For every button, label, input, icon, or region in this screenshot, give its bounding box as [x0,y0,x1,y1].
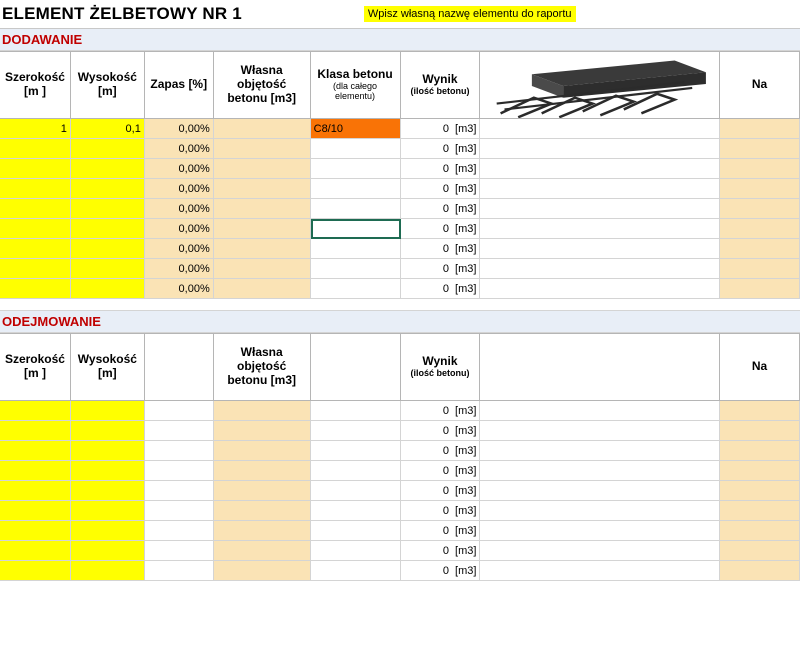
cell-wysokosc[interactable]: 0,1 [71,119,145,139]
cell-wlasna-objetosc[interactable] [214,199,311,219]
cell-zapas[interactable]: 0,00% [145,239,214,259]
header-zapas-line1: Zapas [%] [150,77,208,92]
cell-klasa-betonu[interactable] [311,159,401,179]
cell-szerokosc[interactable] [0,421,71,441]
cell-klasa-betonu[interactable] [311,139,401,159]
cell-wlasna-objetosc[interactable] [214,159,311,179]
cell-szerokosc[interactable] [0,461,71,481]
cell-szerokosc[interactable] [0,259,71,279]
cell-spacer [480,521,720,541]
cell-wlasna-objetosc[interactable] [214,441,311,461]
cell-wlasna-objetosc[interactable] [214,401,311,421]
table-row [0,279,800,299]
cell-szerokosc[interactable] [0,441,71,461]
header-wysokosc [71,51,145,119]
header-wysokosc-sub [71,333,145,401]
cell-klasa-betonu[interactable] [311,199,401,219]
cell-klasa-betonu[interactable] [311,179,401,199]
cell-wynik [401,199,481,219]
cell-na[interactable] [720,139,800,159]
cell-wynik [401,481,481,501]
cell-spacer [480,139,720,159]
cell-empty [145,461,214,481]
cell-spacer [480,401,720,421]
header-wlasna-objetosc-sub [214,333,311,401]
cell-wysokosc[interactable] [71,159,145,179]
wynik-unit: [m3] [455,162,477,175]
cell-empty2 [311,421,401,441]
cell-spacer [480,239,720,259]
cell-empty [145,401,214,421]
cell-wynik [401,279,481,299]
cell-wysokosc[interactable] [71,179,145,199]
wynik-unit: [m3] [455,122,477,135]
cell-na[interactable] [720,279,800,299]
cell-na[interactable] [720,541,800,561]
cell-zapas[interactable]: 0,00% [145,279,214,299]
header-szerokosc-line1: Szerokość [4,70,65,85]
wynik-unit: [m3] [455,222,477,235]
cell-wlasna-objetosc[interactable] [214,561,311,581]
cell-wynik [401,179,481,199]
header-row-add [0,51,800,119]
cell-wlasna-objetosc[interactable] [214,119,311,139]
header-wynik-sub-line2: (ilość betonu) [410,367,470,378]
table-row [0,461,800,481]
cell-spacer [480,481,720,501]
cell-empty2 [311,481,401,501]
cell-na[interactable] [720,501,800,521]
cell-wysokosc[interactable] [71,501,145,521]
wynik-value: 0 [442,182,450,195]
cell-szerokosc[interactable] [0,219,71,239]
table-row [0,179,800,199]
cell-spacer [480,461,720,481]
cell-szerokosc[interactable] [0,279,71,299]
header-na-line1: Na [751,77,768,92]
cell-zapas[interactable]: 0,00% [145,159,214,179]
header-wysokosc-sub-line2: [m] [98,366,117,380]
cell-wlasna-objetosc[interactable] [214,541,311,561]
header-wynik-line2: (ilość betonu) [410,85,470,96]
cell-wysokosc[interactable] [71,481,145,501]
page-title: ELEMENT ŻELBETOWY NR 1 [2,4,242,23]
header-row-sub [0,333,800,401]
cell-wynik [401,501,481,521]
header-klasa-betonu-line1: Klasa betonu [317,67,393,82]
table-row [0,421,800,441]
cell-spacer [480,179,720,199]
cell-empty [145,561,214,581]
cell-klasa-betonu[interactable] [311,239,401,259]
cell-zapas[interactable]: 0,00% [145,119,214,139]
table-row [0,561,800,581]
table-row [0,521,800,541]
cell-zapas[interactable]: 0,00% [145,199,214,219]
cell-empty2 [311,561,401,581]
cell-wynik [401,259,481,279]
cell-wynik [401,541,481,561]
cell-na[interactable] [720,179,800,199]
cell-na[interactable] [720,199,800,219]
wynik-unit: [m3] [455,504,477,517]
cell-spacer [480,279,720,299]
cell-wynik [401,441,481,461]
header-klasa-betonu-line2: (dla całego elementu) [333,81,378,101]
table-row [0,159,800,179]
cell-szerokosc[interactable] [0,481,71,501]
cell-spacer [480,159,720,179]
cell-na[interactable] [720,521,800,541]
cell-wynik [401,239,481,259]
cell-spacer [480,119,720,139]
cell-szerokosc[interactable] [0,401,71,421]
cell-wlasna-objetosc[interactable] [214,179,311,199]
wynik-value: 0 [442,222,450,235]
table-row [0,259,800,279]
wynik-unit: [m3] [455,544,477,557]
cell-wysokosc[interactable] [71,259,145,279]
cell-empty2 [311,541,401,561]
table-row [0,139,800,159]
header-wynik-line1: Wynik [422,72,458,87]
cell-zapas[interactable]: 0,00% [145,179,214,199]
wynik-value: 0 [442,544,450,557]
cell-wynik [401,561,481,581]
cell-zapas[interactable]: 0,00% [145,139,214,159]
cell-wysokosc[interactable] [71,521,145,541]
wynik-unit: [m3] [455,142,477,155]
cell-wynik [401,119,481,139]
wynik-unit: [m3] [455,484,477,497]
cell-wysokosc[interactable] [71,441,145,461]
wynik-unit: [m3] [455,424,477,437]
spacer-row [0,299,800,311]
cell-na[interactable] [720,481,800,501]
cell-wlasna-objetosc[interactable] [214,259,311,279]
cell-na[interactable] [720,421,800,441]
cell-szerokosc[interactable] [0,239,71,259]
cell-wysokosc[interactable] [71,199,145,219]
header-szerokosc-sub-line2: [m ] [23,366,46,380]
wynik-unit: [m3] [455,464,477,477]
table-row [0,219,800,239]
cell-wynik [401,159,481,179]
cell-na[interactable] [720,461,800,481]
cell-wysokosc[interactable] [71,239,145,259]
cell-empty [145,481,214,501]
cell-wlasna-objetosc[interactable] [214,421,311,441]
cell-wynik [401,139,481,159]
cell-spacer [480,561,720,581]
cell-wlasna-objetosc[interactable] [214,279,311,299]
wynik-value: 0 [442,504,450,517]
section-header-sub [0,311,800,333]
wynik-unit: [m3] [455,444,477,457]
header-szerokosc [0,51,71,119]
header-wlasna-objetosc-sub-line1: Własna objętość betonu [m3] [227,345,296,387]
cell-wlasna-objetosc[interactable] [214,481,311,501]
cell-na[interactable] [720,561,800,581]
header-szerokosc-sub-line1: Szerokość [4,352,65,367]
cell-szerokosc[interactable] [0,159,71,179]
cell-na[interactable] [720,159,800,179]
wynik-value: 0 [442,444,450,457]
cell-wlasna-objetosc[interactable] [214,239,311,259]
header-wynik-sub-line1: Wynik [422,354,458,369]
wynik-value: 0 [442,262,450,275]
cell-wysokosc[interactable] [71,279,145,299]
cell-na[interactable] [720,239,800,259]
header-wlasna-objetosc-line1: Własna objętość betonu [m3] [227,63,296,105]
cell-zapas[interactable]: 0,00% [145,219,214,239]
data-rows-sub [0,401,800,581]
cell-empty [145,541,214,561]
cell-spacer [480,441,720,461]
wynik-unit: [m3] [455,242,477,255]
cell-empty [145,501,214,521]
wynik-unit: [m3] [455,564,477,577]
cell-szerokosc[interactable] [0,501,71,521]
cell-na[interactable] [720,259,800,279]
header-wynik [401,51,481,119]
header-zapas [145,51,214,119]
section-label-sub: ODEJMOWANIE [2,314,101,329]
cell-spacer [480,541,720,561]
wynik-value: 0 [442,464,450,477]
cell-wynik [401,219,481,239]
header-empty-sub [145,333,214,401]
wynik-value: 0 [442,242,450,255]
cell-wysokosc[interactable] [71,461,145,481]
cell-wynik [401,421,481,441]
table-row [0,481,800,501]
wynik-unit: [m3] [455,282,477,295]
cell-na[interactable] [720,219,800,239]
cell-empty [145,441,214,461]
title-hint-note: Wpisz własną nazwę elementu do raportu [364,6,576,22]
header-wlasna-objetosc [214,51,311,119]
wynik-value: 0 [442,484,450,497]
cell-na[interactable] [720,441,800,461]
cell-empty2 [311,441,401,461]
cell-na[interactable] [720,119,800,139]
cell-klasa-betonu[interactable] [311,259,401,279]
cell-wlasna-objetosc[interactable] [214,139,311,159]
cell-wynik [401,461,481,481]
wynik-value: 0 [442,122,450,135]
header-klasa-betonu [311,51,401,119]
wynik-value: 0 [442,162,450,175]
table-row [0,541,800,561]
cell-wysokosc[interactable] [71,421,145,441]
cell-szerokosc[interactable] [0,521,71,541]
cell-empty2 [311,401,401,421]
cell-wysokosc[interactable] [71,139,145,159]
cell-szerokosc[interactable] [0,199,71,219]
header-na [720,51,800,119]
wynik-value: 0 [442,564,450,577]
cell-empty [145,421,214,441]
table-row [0,199,800,219]
table-row [0,239,800,259]
wynik-unit: [m3] [455,182,477,195]
cell-wysokosc[interactable] [71,541,145,561]
cell-wynik [401,521,481,541]
header-wynik-sub [401,333,481,401]
cell-wlasna-objetosc[interactable] [214,521,311,541]
cell-szerokosc[interactable] [0,179,71,199]
wynik-unit: [m3] [455,262,477,275]
header-na-sub [720,333,800,401]
header-wysokosc-sub-line1: Wysokość [77,352,137,367]
wynik-unit: [m3] [455,404,477,417]
wynik-value: 0 [442,524,450,537]
table-row [0,501,800,521]
wynik-value: 0 [442,404,450,417]
cell-empty2 [311,501,401,521]
section-header-add [0,29,800,51]
cell-wysokosc[interactable] [71,561,145,581]
header-szerokosc-line2: [m ] [23,84,46,98]
cell-zapas[interactable]: 0,00% [145,259,214,279]
cell-empty2 [311,461,401,481]
wynik-unit: [m3] [455,524,477,537]
wynik-value: 0 [442,424,450,437]
table-row [0,441,800,461]
slab-illustration-cell [480,51,720,119]
cell-spacer [480,501,720,521]
wynik-unit: [m3] [455,202,477,215]
title-bar [0,0,800,29]
section-label-add: DODAWANIE [2,32,83,47]
cell-na[interactable] [720,401,800,421]
cell-klasa-betonu[interactable]: C8/10 [311,119,401,139]
cell-szerokosc[interactable] [0,139,71,159]
wynik-value: 0 [442,202,450,215]
cell-wysokosc[interactable] [71,219,145,239]
cell-szerokosc[interactable] [0,561,71,581]
cell-wynik [401,401,481,421]
table-row [0,401,800,421]
header-szerokosc-sub [0,333,71,401]
cell-empty2 [311,521,401,541]
data-rows-add [0,119,800,299]
cell-szerokosc[interactable] [0,541,71,561]
cell-wlasna-objetosc[interactable] [214,461,311,481]
cell-wlasna-objetosc[interactable] [214,219,311,239]
header-wysokosc-line2: [m] [98,84,117,98]
table-row [0,119,800,139]
cell-wysokosc[interactable] [71,401,145,421]
cell-spacer [480,219,720,239]
header-wysokosc-line1: Wysokość [77,70,137,85]
header-spacer-sub [480,333,720,401]
cell-spacer [480,421,720,441]
wynik-value: 0 [442,142,450,155]
cell-klasa-betonu[interactable] [311,279,401,299]
wynik-value: 0 [442,282,450,295]
header-na-sub-label: Na [751,359,768,374]
cell-empty [145,521,214,541]
cell-szerokosc[interactable]: 1 [0,119,71,139]
cell-klasa-betonu-selected[interactable] [311,219,401,239]
reinforced-concrete-slab-icon [483,52,716,118]
cell-wlasna-objetosc[interactable] [214,501,311,521]
header-empty2-sub [311,333,401,401]
cell-spacer [480,259,720,279]
cell-spacer [480,199,720,219]
